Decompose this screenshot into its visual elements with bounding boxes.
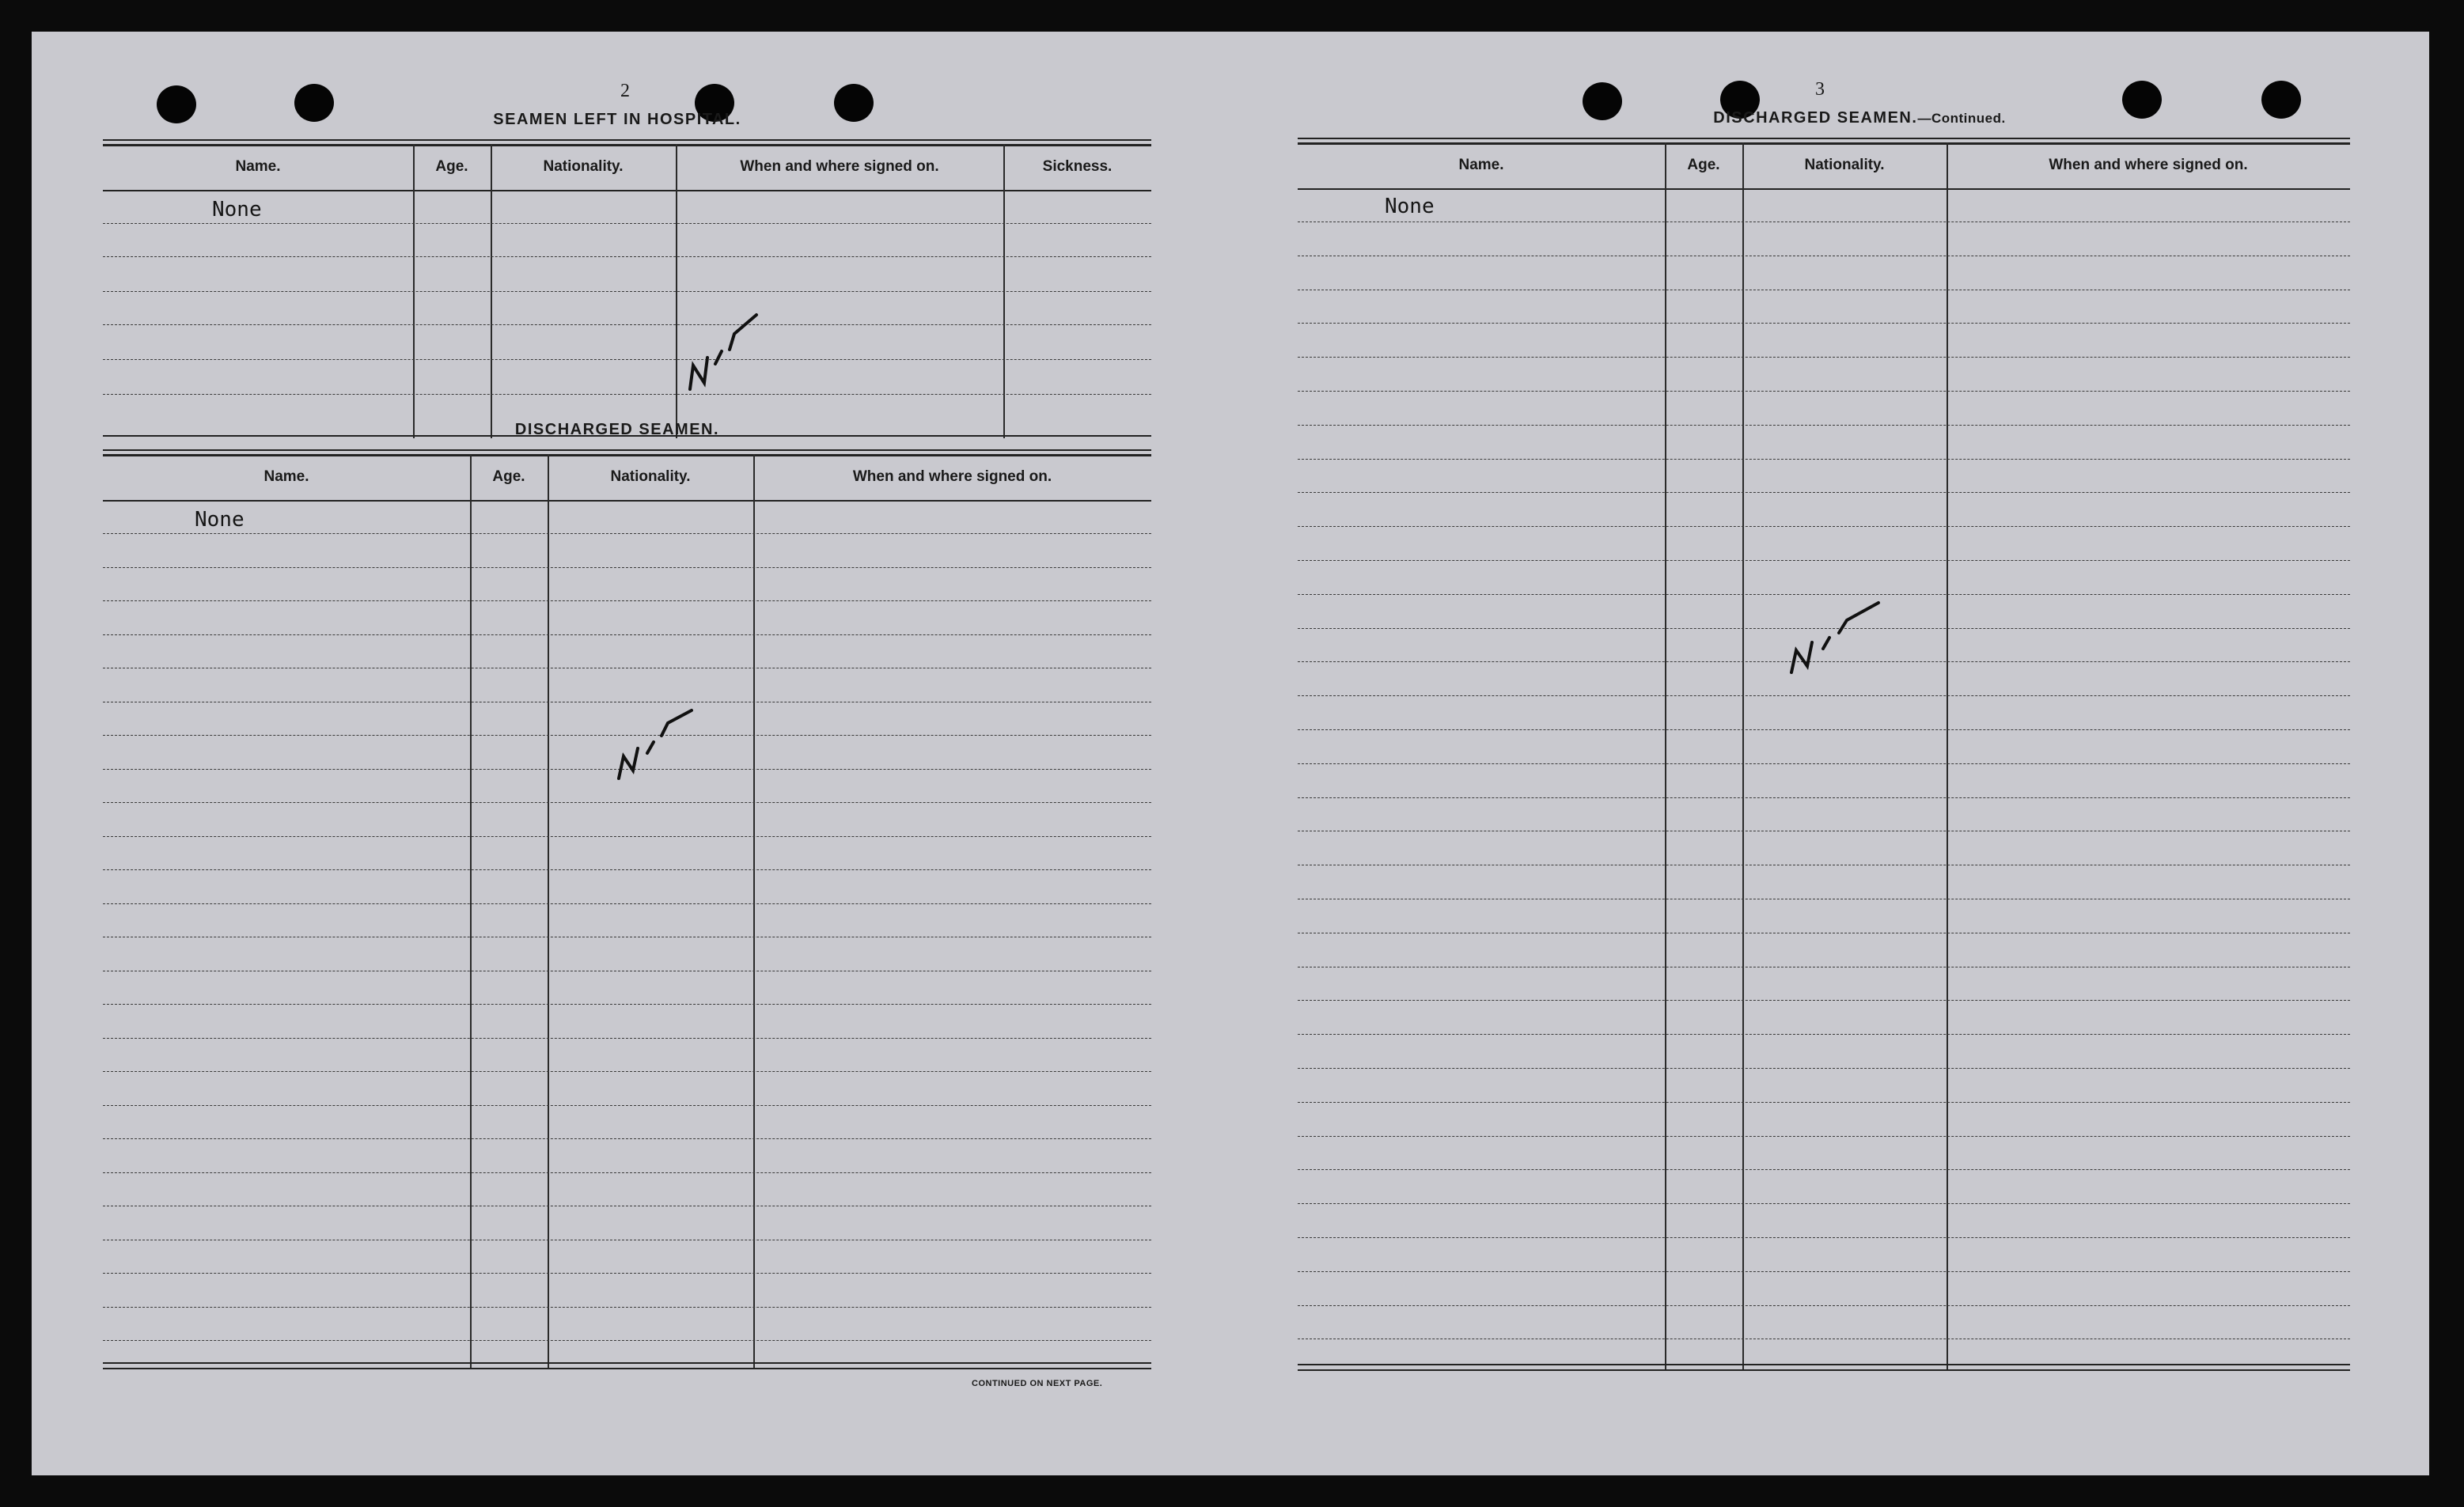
column-divider [1742, 142, 1744, 1370]
discharged-table [103, 454, 1151, 1369]
row-line [1298, 1203, 2350, 1204]
column-header-nationality: Nationality. [610, 468, 691, 485]
row-line [1298, 729, 2350, 730]
column-divider [548, 454, 549, 1369]
row-line [103, 1105, 1151, 1106]
nil-handwritten-mark [1780, 593, 1891, 680]
column-header-age: Age. [492, 468, 525, 485]
row-line [1298, 526, 2350, 527]
row-line [103, 359, 1151, 360]
column-header-sickness: Sickness. [1042, 158, 1113, 175]
table-top-rule [103, 449, 1151, 451]
column-divider [1947, 142, 1948, 1370]
row-line [1298, 1237, 2350, 1238]
row-line [1298, 1034, 2350, 1035]
row-line [1298, 1102, 2350, 1103]
column-header-name: Name. [1458, 157, 1504, 173]
row-line [103, 802, 1151, 803]
row-line [1298, 560, 2350, 561]
row-line [1298, 797, 2350, 798]
row-line [1298, 695, 2350, 696]
row-line [1298, 1000, 2350, 1001]
row-line [103, 869, 1151, 870]
column-header-signed-on: When and where signed on. [740, 158, 939, 175]
row-line [103, 256, 1151, 257]
table-bottom-rule [1298, 1364, 2350, 1371]
row-line [103, 223, 1151, 224]
row-line [1298, 323, 2350, 324]
hospital-section-title: SEAMEN LEFT IN HOSPITAL. [493, 111, 741, 128]
column-header-age: Age. [1687, 157, 1720, 173]
discharged-section-title: DISCHARGED SEAMEN. [514, 421, 720, 438]
column-header-age: Age. [435, 158, 468, 175]
row-line [103, 1273, 1151, 1274]
row-line [103, 533, 1151, 534]
column-header-signed-on: When and where signed on. [852, 468, 1052, 485]
hospital-entry-name: None [212, 198, 262, 222]
row-line [1298, 459, 2350, 460]
column-header-signed-on: When and where signed on. [2049, 157, 2248, 173]
row-line [103, 394, 1151, 395]
row-line [1298, 1068, 2350, 1069]
page-number: 3 [1815, 79, 1825, 100]
row-line [1298, 763, 2350, 764]
row-line [103, 1172, 1151, 1173]
row-line [103, 1307, 1151, 1308]
table-top-rule [103, 139, 1151, 141]
table-bottom-rule [103, 1362, 1151, 1369]
row-line [1298, 492, 2350, 493]
right-page [1298, 32, 2398, 1475]
discharged-continued-entry-name: None [1385, 195, 1435, 218]
row-line [103, 1071, 1151, 1072]
column-divider [753, 454, 755, 1369]
column-divider [470, 454, 472, 1369]
row-line [103, 903, 1151, 904]
discharged-continued-title [1622, 109, 2097, 127]
nil-handwritten-mark [609, 699, 704, 786]
hospital-table [103, 144, 1151, 438]
row-line [103, 634, 1151, 635]
nil-handwritten-mark [680, 310, 768, 397]
row-line [103, 600, 1151, 601]
row-line [103, 1038, 1151, 1039]
row-line [1298, 1136, 2350, 1137]
row-line [103, 1138, 1151, 1139]
row-line [1298, 1169, 2350, 1170]
column-header-nationality: Nationality. [543, 158, 624, 175]
document-sheet [32, 32, 2429, 1475]
section-title-suffix: —Continued. [1917, 111, 2006, 126]
row-line [103, 291, 1151, 292]
continued-footer: CONTINUED ON NEXT PAGE. [972, 1379, 1103, 1388]
row-line [1298, 1305, 2350, 1306]
row-line [103, 567, 1151, 568]
row-line [1298, 357, 2350, 358]
row-line [103, 324, 1151, 325]
page-number: 2 [620, 81, 630, 101]
row-line [1298, 1271, 2350, 1272]
discharged-entry-name: None [195, 508, 245, 532]
row-line [1298, 425, 2350, 426]
column-header-name: Name. [235, 158, 281, 175]
section-title-text: DISCHARGED SEAMEN. [1713, 109, 1918, 127]
column-divider [1665, 142, 1666, 1370]
left-page [103, 32, 1187, 1475]
row-line [103, 1004, 1151, 1005]
column-header-name: Name. [263, 468, 309, 485]
column-header-nationality: Nationality. [1804, 157, 1885, 173]
row-line [103, 1340, 1151, 1341]
row-line [103, 836, 1151, 837]
table-top-rule [1298, 138, 2350, 139]
discharged-continued-table [1298, 142, 2350, 1370]
row-line [1298, 391, 2350, 392]
